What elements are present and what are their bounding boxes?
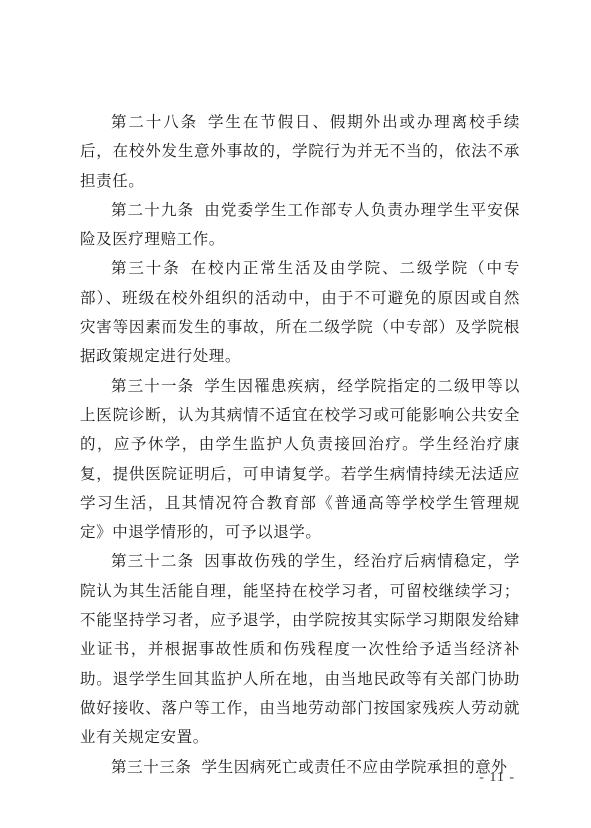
article-28-number: 第二十八条 bbox=[111, 113, 199, 131]
page-number: - 11 - bbox=[479, 770, 515, 785]
article-30-paragraph bbox=[80, 254, 520, 371]
article-30-text: 在校内正常生活及由学院、二级学院（中专部）、班级在校外组织的活动中，由于不可避免的原因或自然灾害等因素而发生的事故，所在二级学院（中专部）及学院根据政策规定进行处理。 bbox=[80, 259, 520, 366]
article-31-text: 学生因罹患疾病，经学院指定的二级甲等以上医院诊断，认为其病情不适宜在校学习或可能影响公共安全的，应予休学，由学生监护人负责接回治疗。学生经治疗康复，提供医院证明后，可申请复学。若学生病情持续无法适应学习生活，且其情况符合教育部《普通高等学校学生管理规定》中退学情形的，可予以退学。 bbox=[80, 376, 520, 542]
article-29-text: 由党委学生工作部专人负责办理学生平安保险及医疗理赔工作。 bbox=[80, 200, 520, 249]
article-31-number: 第三十一条 bbox=[111, 376, 195, 395]
article-32-number: 第三十二条 bbox=[111, 552, 195, 571]
article-29-paragraph bbox=[80, 196, 520, 255]
article-31-paragraph bbox=[80, 372, 520, 548]
article-32-paragraph bbox=[80, 547, 520, 752]
article-32-text: 因事故伤残的学生，经治疗后病情稳定，学院认为其生活能自理，能坚持在校学习者，可留校继续学习；不能坚持学习者，应予退学，由学院按其实际学习期限发给肄业证书，并根据事故性质和伤残程度一次性给予适当经济补助。退学学生回其监护人所在地，由当地民政等有关部门协助做好接收、落户等工作，由当地劳动部门按国家残疾人劳动就业有关规定安置。 bbox=[80, 552, 520, 747]
article-33-paragraph bbox=[80, 753, 520, 782]
article-33-number: 第三十三条 bbox=[111, 757, 192, 776]
article-29-number: 第二十九条 bbox=[111, 200, 195, 219]
document-body bbox=[80, 108, 520, 782]
article-33-text: 学生因病死亡或责任不应由学院承担的意外 bbox=[201, 757, 508, 776]
article-28-paragraph bbox=[80, 108, 520, 196]
article-28-text: 学生在节假日、假期外出或办理离校手续后，在校外发生意外事故的，学院行为并无不当的，依法不承担责任。 bbox=[80, 113, 520, 190]
article-30-number: 第三十条 bbox=[111, 259, 181, 278]
